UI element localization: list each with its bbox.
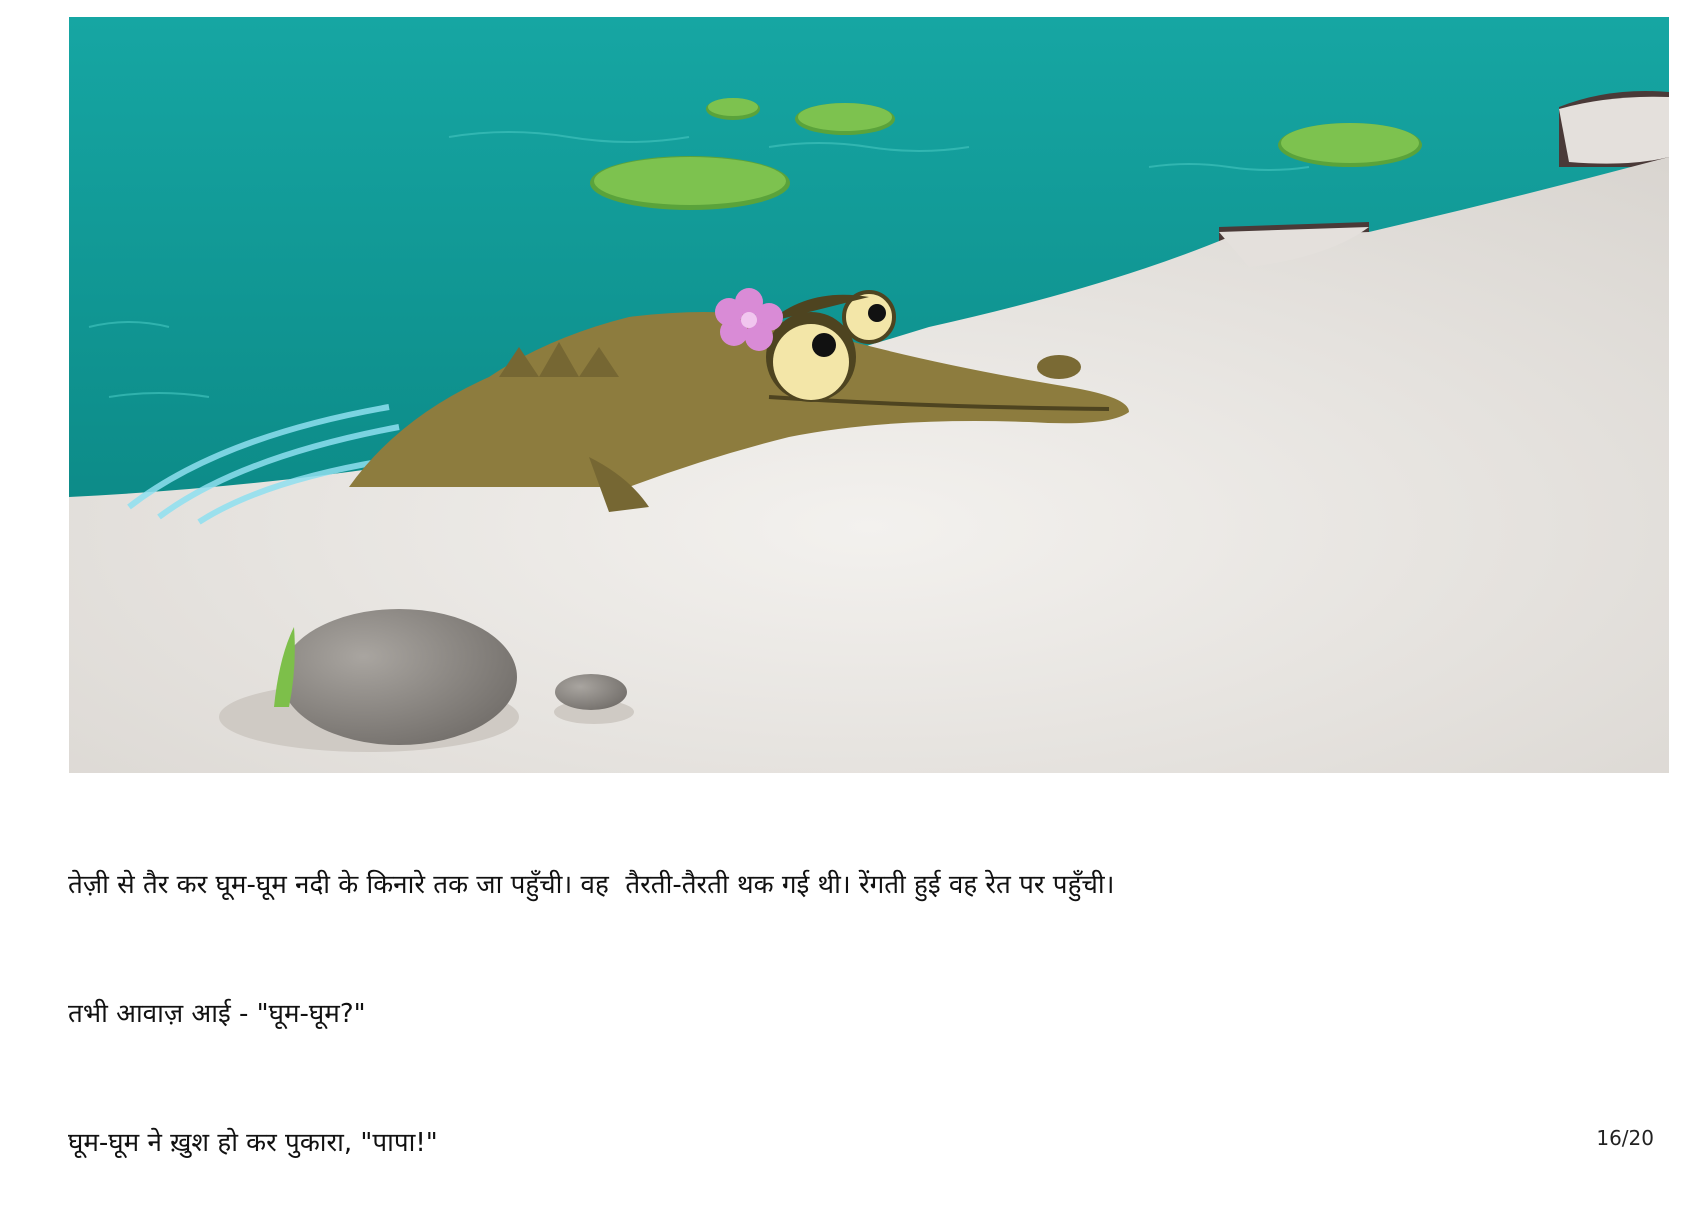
story-line-2: तभी आवाज़ आई - "घूम-घूम?" (68, 999, 366, 1029)
crocodile-on-riverbank-picture (69, 17, 1669, 773)
story-line-1: तेज़ी से तैर कर घूम-घूम नदी के किनारे तक जा पहुँची। वह तैरती-तैरती थक गई थी। रेंगती हुई वह रेत पर पहुँची। (68, 870, 1115, 900)
story-illustration (69, 17, 1669, 773)
story-text (68, 778, 1628, 1208)
page-number: 16/20 (1596, 1126, 1654, 1150)
story-line-3: घूम-घूम ने ख़ुश हो कर पुकारा, "पापा!" (68, 1128, 438, 1158)
